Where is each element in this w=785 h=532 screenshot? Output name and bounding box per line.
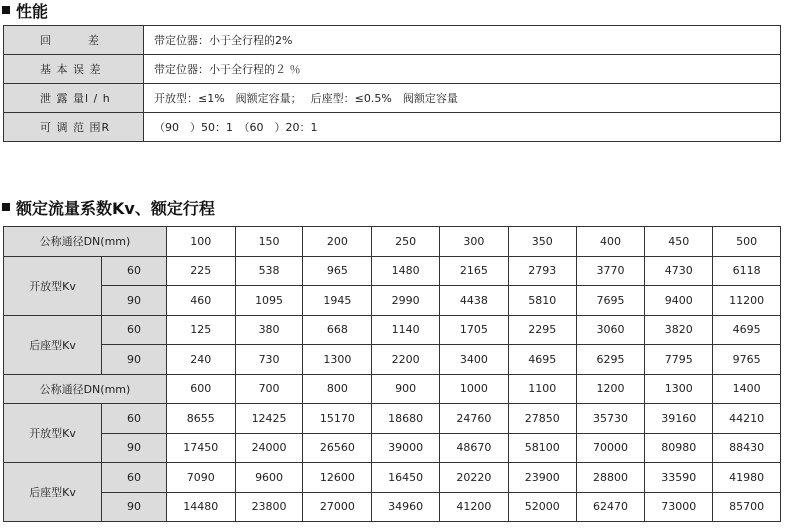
table-row (4, 55, 781, 84)
dn-value: 900 (372, 374, 440, 404)
kv-value: 5810 (508, 286, 576, 316)
dn-value: 1200 (576, 374, 645, 404)
kv-value: 27850 (508, 404, 576, 434)
kv-value: 2793 (508, 256, 576, 286)
kv-value: 16450 (372, 463, 440, 493)
kv-value: 28800 (576, 463, 645, 493)
performance-table (3, 25, 781, 142)
kv-value: 15170 (303, 404, 372, 434)
kv-value: 34960 (372, 492, 440, 522)
table-row (4, 26, 781, 55)
stroke-label: 60 (102, 256, 167, 286)
kv-value: 3820 (645, 315, 713, 345)
dn-value: 600 (166, 374, 235, 404)
kv-value: 2165 (440, 256, 509, 286)
dn-header-label: 公称通径DN(mm) (4, 374, 167, 404)
kv-value: 6295 (576, 345, 645, 375)
flow-heading (2, 196, 215, 218)
kv-value: 12600 (303, 463, 372, 493)
bullet-square-icon (2, 6, 10, 14)
kv-value: 668 (303, 315, 372, 345)
kv-value: 58100 (508, 433, 576, 463)
row-value: 带定位器：小于全行程的2% (144, 26, 781, 55)
kv-value: 20220 (440, 463, 509, 493)
table-row (4, 433, 781, 463)
kv-value: 3770 (576, 256, 645, 286)
table-row (4, 113, 781, 142)
kv-value: 4695 (713, 315, 781, 345)
kv-value: 1945 (303, 286, 372, 316)
kv-value: 85700 (713, 492, 781, 522)
row-label: 回 差 (4, 26, 144, 55)
dn-value: 700 (235, 374, 303, 404)
dn-header-row (4, 374, 781, 404)
table-row (4, 286, 781, 316)
dn-value: 400 (576, 227, 645, 257)
kv-value: 48670 (440, 433, 509, 463)
kv-value: 41200 (440, 492, 509, 522)
table-row (4, 256, 781, 286)
kv-value: 24760 (440, 404, 509, 434)
row-label: 泄 露 量l / h (4, 84, 144, 113)
stroke-label: 90 (102, 433, 167, 463)
valve-type-label: 后座型Kv (4, 315, 102, 374)
performance-title: 性能 (16, 1, 49, 21)
stroke-label: 60 (102, 315, 167, 345)
row-label: 基 本 误 差 (4, 55, 144, 84)
table-row (4, 492, 781, 522)
row-label: 可 调 范 围R (4, 113, 144, 142)
kv-value: 23800 (235, 492, 303, 522)
valve-type-label: 开放型Kv (4, 404, 102, 463)
kv-value: 26560 (303, 433, 372, 463)
table-row (4, 84, 781, 113)
kv-value: 4438 (440, 286, 509, 316)
kv-value: 12425 (235, 404, 303, 434)
kv-value: 35730 (576, 404, 645, 434)
stroke-label: 90 (102, 286, 167, 316)
kv-value: 2295 (508, 315, 576, 345)
kv-value: 1480 (372, 256, 440, 286)
kv-value: 7090 (166, 463, 235, 493)
table-row (4, 463, 781, 493)
kv-value: 1705 (440, 315, 509, 345)
stroke-label: 60 (102, 404, 167, 434)
dn-header-label: 公称通径DN(mm) (4, 227, 167, 257)
kv-value: 3060 (576, 315, 645, 345)
kv-value: 380 (235, 315, 303, 345)
kv-value: 3400 (440, 345, 509, 375)
dn-value: 500 (713, 227, 781, 257)
kv-value: 27000 (303, 492, 372, 522)
kv-value: 23900 (508, 463, 576, 493)
dn-value: 1000 (440, 374, 509, 404)
kv-value: 225 (166, 256, 235, 286)
kv-value: 41980 (713, 463, 781, 493)
kv-value: 1140 (372, 315, 440, 345)
kv-value: 39000 (372, 433, 440, 463)
bullet-square-icon (2, 203, 10, 211)
dn-value: 1100 (508, 374, 576, 404)
performance-heading (2, 0, 48, 20)
dn-value: 300 (440, 227, 509, 257)
kv-value: 44210 (713, 404, 781, 434)
dn-value: 150 (235, 227, 303, 257)
kv-value: 7695 (576, 286, 645, 316)
dn-header-row (4, 227, 781, 257)
dn-value: 1300 (645, 374, 713, 404)
kv-value: 88430 (713, 433, 781, 463)
kv-value: 73000 (645, 492, 713, 522)
dn-value: 350 (508, 227, 576, 257)
dn-value: 1400 (713, 374, 781, 404)
kv-value: 7795 (645, 345, 713, 375)
table-row (4, 345, 781, 375)
kv-value: 17450 (166, 433, 235, 463)
dn-value: 100 (166, 227, 235, 257)
kv-value: 4730 (645, 256, 713, 286)
kv-value: 9765 (713, 345, 781, 375)
valve-type-label: 开放型Kv (4, 256, 102, 315)
table-row (4, 315, 781, 345)
flow-coefficient-table (3, 226, 781, 522)
kv-value: 70000 (576, 433, 645, 463)
kv-value: 14480 (166, 492, 235, 522)
kv-value: 52000 (508, 492, 576, 522)
kv-value: 6118 (713, 256, 781, 286)
stroke-label: 90 (102, 492, 167, 522)
kv-value: 62470 (576, 492, 645, 522)
kv-value: 39160 (645, 404, 713, 434)
flow-title: 额定流量系数Kv、额定行程 (16, 198, 215, 218)
row-value: 开放型：≤1% 阀额定容量； 后座型：≤0.5% 阀额定容量 (144, 84, 781, 113)
kv-value: 18680 (372, 404, 440, 434)
kv-value: 965 (303, 256, 372, 286)
dn-value: 450 (645, 227, 713, 257)
kv-value: 33590 (645, 463, 713, 493)
kv-value: 1300 (303, 345, 372, 375)
dn-value: 800 (303, 374, 372, 404)
kv-value: 460 (166, 286, 235, 316)
row-value: 带定位器：小于全行程的２ ％ (144, 55, 781, 84)
kv-value: 538 (235, 256, 303, 286)
kv-value: 9400 (645, 286, 713, 316)
kv-value: 24000 (235, 433, 303, 463)
kv-value: 4695 (508, 345, 576, 375)
kv-value: 240 (166, 345, 235, 375)
kv-value: 2200 (372, 345, 440, 375)
kv-value: 1095 (235, 286, 303, 316)
kv-value: 125 (166, 315, 235, 345)
kv-value: 11200 (713, 286, 781, 316)
kv-value: 9600 (235, 463, 303, 493)
stroke-label: 60 (102, 463, 167, 493)
row-value: （90 ）50：1 （60 ）20：1 (144, 113, 781, 142)
valve-type-label: 后座型Kv (4, 463, 102, 522)
kv-value: 2990 (372, 286, 440, 316)
dn-value: 250 (372, 227, 440, 257)
kv-value: 80980 (645, 433, 713, 463)
kv-value: 8655 (166, 404, 235, 434)
kv-value: 730 (235, 345, 303, 375)
stroke-label: 90 (102, 345, 167, 375)
dn-value: 200 (303, 227, 372, 257)
table-row (4, 404, 781, 434)
